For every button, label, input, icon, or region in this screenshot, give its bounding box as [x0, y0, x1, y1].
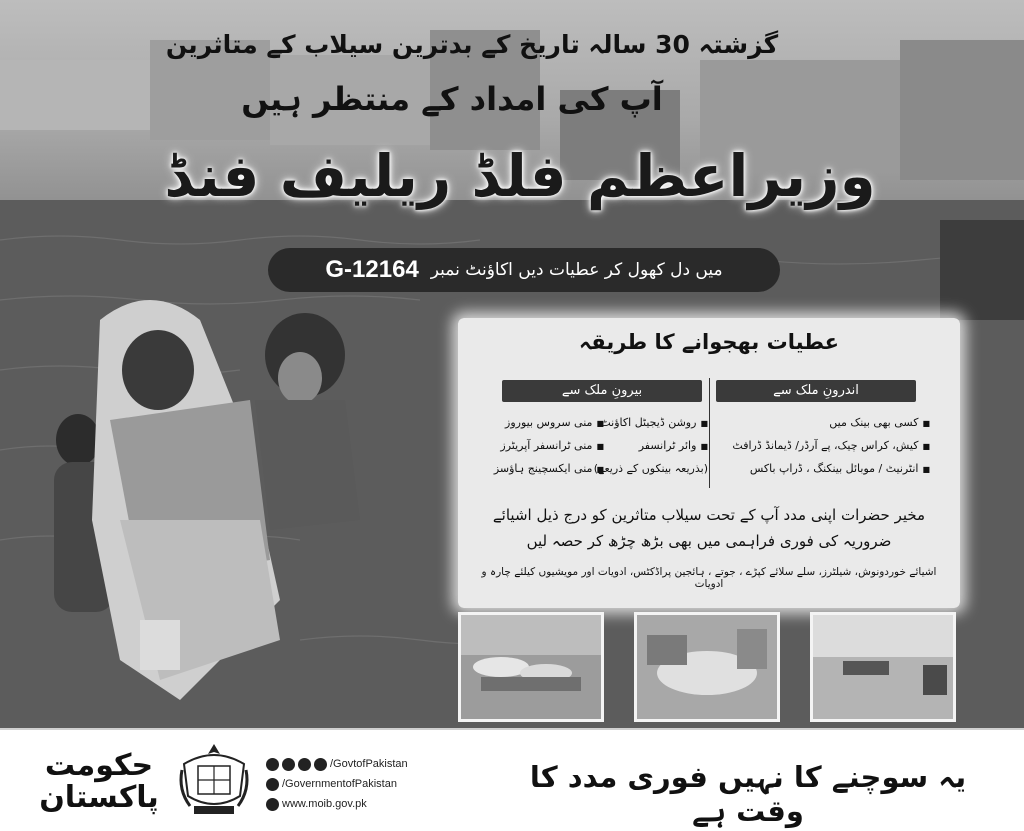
- relief-photo-3: [810, 612, 956, 722]
- instagram-icon[interactable]: [314, 758, 327, 771]
- list-item: ■ منی ایکسچینج ہاؤسز: [494, 458, 604, 481]
- list-item: ■ منی ٹرانسفر آپریٹرز: [494, 435, 604, 458]
- government-line-1: حکومت: [44, 748, 154, 783]
- state-emblem-icon: [176, 740, 252, 820]
- government-line-2: پاکستان: [39, 780, 159, 815]
- social-handle-2[interactable]: /GovernmentofPakistan: [282, 778, 397, 790]
- social-row-3: [266, 794, 408, 814]
- relief-photo-2: [634, 612, 780, 722]
- headline-line-2: آپ کی امداد کے منتظر ہیں: [241, 80, 663, 118]
- donation-methods-title: عطیات بھجوانے کا طریقہ: [579, 330, 839, 354]
- social-handle-1[interactable]: /GovtofPakistan: [330, 758, 408, 770]
- list-item: ■ کسی بھی بینک میں: [716, 412, 930, 435]
- facebook-icon[interactable]: [266, 758, 279, 771]
- globe-icon[interactable]: [266, 798, 279, 811]
- donation-methods-box: [458, 318, 960, 608]
- account-number: G-12164: [325, 256, 419, 283]
- needed-items-text: اشیائے خوردونوش، شیلٹرز، سلے سلائے کپڑے ، جوتے ، ہائجین پراڈکٹس، ادویات اور مویشیوں کیلئے چارہ و ادویات: [481, 566, 937, 590]
- social-row-1: [266, 754, 408, 774]
- list-item: ■ وائر ٹرانسفر: [608, 435, 708, 458]
- outside-country-list-a: [593, 412, 708, 481]
- appeal-text: مخیر حضرات اپنی مدد آپ کے تحت سیلاب متاثرین کو درج ذیل اشیائے ضروریہ کی فوری فراہمی میں بھی بڑھ چڑھ کر حصہ لیں: [492, 506, 926, 550]
- list-note: (بذریعہ بینکوں کے ذریعے): [593, 462, 708, 475]
- inside-country-header: اندرونِ ملک سے: [716, 380, 916, 402]
- social-row-2: [266, 774, 408, 794]
- relief-photo-1: [458, 612, 604, 722]
- outside-country-list-b: [494, 412, 604, 481]
- website-link[interactable]: www.moib.gov.pk: [282, 798, 367, 810]
- list-item: ■ منی سروس بیوروز: [494, 412, 604, 435]
- list-item: ■ کیش، کراس چیک، پے آرڈر/ ڈیمانڈ ڈرافٹ: [716, 435, 930, 458]
- twitter-icon[interactable]: [282, 758, 295, 771]
- social-icon[interactable]: [266, 778, 279, 791]
- account-banner: [268, 248, 780, 292]
- footer: [0, 728, 1024, 831]
- fund-title: وزیراعظم فلڈ ریلیف فنڈ: [164, 142, 876, 210]
- government-name: [24, 750, 174, 814]
- youtube-icon[interactable]: [298, 758, 311, 771]
- list-item: ■ انٹرنیٹ / موبائل بینکنگ ، ڈراپ باکس: [716, 458, 930, 481]
- social-links: [266, 754, 408, 814]
- footer-slogan: یہ سوچنے کا نہیں فوری مدد کا وقت ہے: [529, 760, 967, 828]
- account-text: میں دل کھول کر عطیات دیں اکاؤنٹ نمبر: [430, 260, 723, 280]
- outside-country-header: بیرونِ ملک سے: [502, 380, 702, 402]
- column-divider: [709, 378, 710, 488]
- inside-country-list: [716, 412, 930, 481]
- headline-line-1: گزشتہ 30 سالہ تاریخ کے بدترین سیلاب کے متاثرین: [165, 30, 779, 59]
- list-item: ■ روشن ڈیجیٹل اکاؤنٹ: [608, 412, 708, 435]
